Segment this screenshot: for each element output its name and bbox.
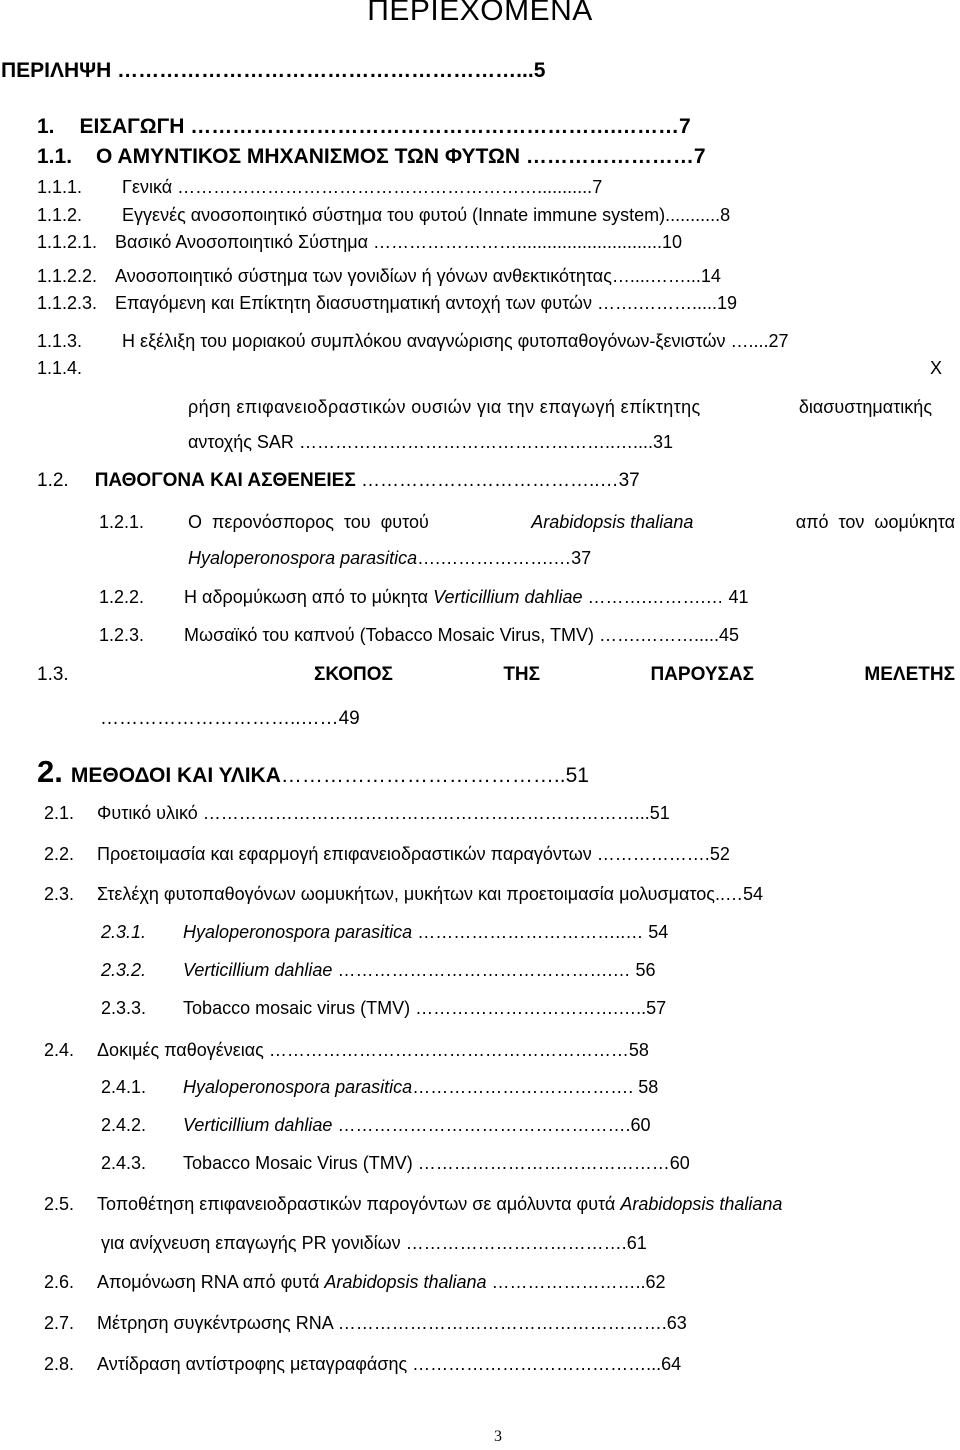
toc-page: 7: [592, 177, 603, 197]
toc-dots: …………………………..……: [100, 708, 339, 729]
toc-num: 2.4.: [44, 1040, 75, 1060]
toc-page: 41: [728, 587, 749, 607]
toc-page: 60: [630, 1115, 651, 1135]
toc-dots: ……………………………………………..…....: [293, 432, 653, 452]
toc-label: Μωσαϊκό του καπνού (Tobacco Mosaic Virus, TMV): [184, 625, 594, 645]
toc-species: Hyaloperonospora parasitica: [188, 548, 418, 568]
toc-entry-1-3-line1[interactable]: [314, 664, 955, 686]
toc-page: 51: [649, 803, 670, 823]
toc-label: ρήση επιφανειοδραστικών ουσιών για την επαγωγή επίκτητης: [188, 397, 701, 417]
toc-num: 2.6.: [44, 1272, 75, 1292]
toc-page: 56: [635, 960, 656, 980]
toc-dots: ……………………………………………………...........: [172, 177, 593, 197]
toc-num: 1.1.: [37, 145, 73, 168]
toc-entry-2-5-line2[interactable]: [101, 1233, 647, 1254]
toc-num: 2.2.: [44, 844, 75, 864]
toc-label: Ανοσοποιητικό σύστημα των γονιδίων ή γόνων ανθεκτικότητας: [115, 266, 612, 286]
toc-label: Επαγόμενη και Επίκτητη διασυστηματική αντοχή των φυτών: [115, 293, 592, 313]
toc-page: 7: [679, 115, 691, 138]
toc-num: 1.1.3.: [37, 331, 83, 351]
toc-entry-1-1-4-line2[interactable]: [188, 432, 673, 453]
toc-entry-perilipsi[interactable]: [1, 59, 545, 83]
toc-entry-1-2-2[interactable]: [99, 587, 749, 608]
toc-dots: ……………………………….: [400, 1233, 627, 1253]
toc-entry-2-7[interactable]: [44, 1313, 687, 1334]
toc-page: 61: [626, 1233, 647, 1253]
toc-num: 1.1.2.: [37, 205, 83, 225]
toc-page: 64: [661, 1354, 682, 1374]
toc-label: Ο ΑΜΥΝΤΙΚΟΣ ΜΗΧΑΝΙΣΜΟΣ ΤΩΝ ΦΥΤΩΝ: [96, 145, 520, 168]
toc-species: Arabidopsis thaliana: [324, 1272, 487, 1292]
toc-entry-2-3[interactable]: [44, 884, 763, 905]
toc-num: 1.1.2.3.: [37, 293, 98, 313]
toc-entry-2-4[interactable]: [44, 1040, 649, 1061]
toc-dots: …….……….....: [593, 625, 719, 645]
toc-entry-1-1-4-line1[interactable]: [188, 397, 932, 418]
toc-species: Verticillium dahliae: [183, 1115, 333, 1135]
toc-page: 57: [646, 998, 667, 1018]
toc-dots: ……………………………………: [412, 1153, 670, 1173]
toc-entry-1-1-3[interactable]: [37, 331, 789, 352]
toc-entry-1-1-2[interactable]: [37, 205, 730, 226]
toc-dots: …………………………………………………….………: [184, 115, 680, 138]
toc-label: Γενικά: [122, 177, 173, 197]
toc-word: ΜΕΛΕΤΗΣ: [864, 664, 955, 685]
toc-label: Δοκιμές παθογένειας: [97, 1040, 264, 1060]
toc-num-1-2-1: 1.2.1.: [99, 512, 145, 532]
toc-dots: ..…: [714, 884, 743, 904]
toc-page: 5: [533, 59, 546, 82]
toc-label: Μέτρηση συγκέντρωσης RNA: [97, 1313, 333, 1333]
toc-page: 54: [742, 884, 764, 904]
page-title: ΠΕΡΙΕΧΟΜΕΝΑ: [367, 0, 593, 27]
toc-dots: …....……...: [611, 266, 701, 286]
toc-word: ΣΚΟΠΟΣ: [314, 664, 393, 685]
toc-num: 2.3.3.: [101, 998, 147, 1018]
toc-entry-2[interactable]: [37, 754, 589, 790]
toc-species: Hyaloperonospora parasitica: [183, 1077, 413, 1097]
toc-page: 60: [669, 1153, 690, 1173]
toc-word: ΠΑΡΟΥΣΑΣ: [650, 664, 755, 685]
toc-label: Η αδρομύκωση από το μύκητα: [184, 587, 429, 607]
toc-page: 31: [652, 432, 673, 452]
toc-entry-1-1-2-2[interactable]: [37, 266, 721, 287]
toc-label: για ανίχνευση επαγωγής PR γονιδίων: [101, 1233, 401, 1253]
toc-dots: ……………………………….: [412, 1077, 639, 1097]
toc-species: Arabidopsis thaliana: [620, 1194, 783, 1214]
toc-num: 1.1.2.2.: [37, 266, 98, 286]
toc-num: 1.1.1.: [37, 177, 83, 197]
toc-label-end: διασυστηματικής: [798, 397, 932, 417]
toc-dots: ………………………………………………………………...: [197, 803, 650, 823]
toc-entry-2-6[interactable]: [44, 1272, 666, 1293]
toc-num: 2.4.2.: [101, 1115, 147, 1135]
toc-entry-2-3-3[interactable]: [101, 998, 666, 1019]
toc-entry-2-1[interactable]: [44, 803, 670, 824]
toc-dots: …………………………….…..: [410, 998, 647, 1018]
toc-num: 2.1.: [44, 803, 75, 823]
toc-dots: ………………………………………….: [332, 1115, 631, 1135]
toc-label: Ο περονόσπορος του φυτού: [188, 512, 429, 532]
toc-entry-2-8[interactable]: [44, 1354, 681, 1375]
toc-num: 2.8.: [44, 1354, 75, 1374]
toc-page: 54: [648, 922, 669, 942]
toc-num: 2.3.: [44, 884, 75, 904]
toc-word: ΤΗΣ: [503, 664, 541, 685]
toc-page: 7: [693, 145, 706, 168]
toc-page: 19: [717, 293, 738, 313]
toc-num: 1.2.3.: [99, 625, 145, 645]
toc-dots: ………………………………..…: [355, 470, 619, 491]
toc-entry-2-2[interactable]: [44, 844, 730, 865]
page-number: 3: [494, 1428, 502, 1445]
toc-species: Hyaloperonospora parasitica: [183, 922, 413, 942]
toc-dots: ……………………………………………………: [263, 1040, 629, 1060]
toc-label: Tobacco mosaic virus (TMV): [183, 998, 411, 1018]
toc-num: 2.3.2.: [101, 960, 147, 980]
toc-page: 49: [338, 708, 360, 729]
toc-num: 1.2.: [37, 470, 69, 491]
toc-label: αντοχής SAR: [188, 432, 294, 452]
toc-dots: …….……….....: [592, 293, 718, 313]
toc-entry-1[interactable]: [37, 115, 691, 139]
toc-page: 51: [565, 764, 589, 787]
toc-species: Arabidopsis thaliana: [531, 512, 694, 532]
toc-dots: ……………………..: [486, 1272, 646, 1292]
toc-dots: ……………………………………………….: [332, 1313, 667, 1333]
toc-label: Βασικό Ανοσοποιητικό Σύστημα: [115, 232, 368, 252]
toc-page: 45: [719, 625, 740, 645]
toc-dots: …………………….............................: [368, 232, 663, 252]
toc-label-end: από τον ωομύκητα: [795, 512, 955, 532]
toc-page: 52: [709, 844, 730, 864]
toc-species: Verticillium dahliae: [433, 587, 583, 607]
toc-dots: ……………………………..…: [412, 922, 649, 942]
toc-page: 62: [645, 1272, 666, 1292]
toc-entry-1-2[interactable]: [37, 470, 640, 492]
toc-label: ΠΑΘΟΓΟΝΑ ΚΑΙ ΑΣΘΕΝΕΙΕΣ: [94, 470, 356, 491]
toc-page: 37: [618, 470, 640, 491]
toc-dots: …....: [725, 331, 769, 351]
toc-entry-1-1-1[interactable]: [37, 177, 602, 198]
toc-num: 1.2.2.: [99, 587, 145, 607]
toc-dots: …………………………………………………...: [111, 59, 534, 82]
toc-label: Προετοιμασία και εφαρμογή επιφανειοδραστικών παραγόντων: [97, 844, 592, 864]
toc-label: Τοποθέτηση επιφανειοδραστικών παρογόντων σε αμόλυντα φυτά: [97, 1194, 616, 1214]
toc-dots: ……………….: [591, 844, 710, 864]
toc-dots: ……………………………………….…: [332, 960, 636, 980]
toc-entry-1-2-3[interactable]: [99, 625, 739, 646]
toc-entry-1-2-1-line1[interactable]: [188, 512, 955, 533]
toc-dots: …………………………………...: [407, 1354, 662, 1374]
toc-label: ΕΙΣΑΓΩΓΗ: [79, 115, 185, 138]
toc-page: 58: [638, 1077, 659, 1097]
toc-num: 2.: [37, 754, 63, 789]
toc-dots: ……….……….…: [582, 587, 729, 607]
toc-page: 27: [768, 331, 789, 351]
toc-entry-2-5-line1[interactable]: [44, 1194, 782, 1215]
toc-entry-2-4-3[interactable]: [101, 1153, 690, 1174]
toc-entry-1-1-2-1[interactable]: [37, 232, 682, 253]
toc-num: 2.4.3.: [101, 1153, 147, 1173]
toc-1-1-4-first-letter: Χ: [930, 358, 943, 378]
toc-num: 2.5.: [44, 1194, 75, 1214]
toc-num: 2.7.: [44, 1313, 75, 1333]
toc-entry-1-2-1-line2[interactable]: [188, 548, 591, 569]
toc-dots: ……………………: [519, 145, 694, 168]
toc-entry-1-1[interactable]: [37, 145, 706, 169]
toc-entry-1-1-2-3[interactable]: [37, 293, 737, 314]
toc-dots: …………………………………..: [280, 764, 566, 787]
toc-dots: ….……………….…: [417, 548, 572, 568]
toc-label: Αντίδραση αντίστροφης μεταγραφάσης: [97, 1354, 408, 1374]
toc-label: Στελέχη φυτοπαθογόνων ωομυκήτων, μυκήτων και προετοιμασία μολυσματος: [97, 884, 715, 904]
toc-num: 1.1.2.1.: [37, 232, 98, 252]
toc-entry-2-4-2[interactable]: [101, 1115, 651, 1136]
toc-page: 63: [666, 1313, 687, 1333]
toc-label: Tobacco Mosaic Virus (TMV): [183, 1153, 413, 1173]
toc-num: 2.3.1.: [101, 922, 147, 942]
toc-label: ΠΕΡΙΛΗΨΗ: [1, 59, 112, 82]
toc-num: 1.: [37, 115, 55, 138]
toc-label: Απομόνωση RNA από φυτά: [97, 1272, 320, 1292]
toc-entry-2-4-1[interactable]: [101, 1077, 658, 1098]
toc-page: 10: [662, 232, 683, 252]
toc-page: 37: [571, 548, 592, 568]
toc-page: 14: [700, 266, 721, 286]
toc-species: Verticillium dahliae: [183, 960, 333, 980]
toc-dots: ...........: [665, 205, 721, 225]
toc-label: ΜΕΘΟΔΟΙ ΚΑΙ ΥΛΙΚΑ: [70, 764, 281, 787]
toc-label: Φυτικό υλικό: [97, 803, 198, 823]
toc-entry-2-3-1[interactable]: [101, 922, 668, 943]
toc-entry-2-3-2[interactable]: [101, 960, 656, 981]
toc-entry-1-3-line2[interactable]: [100, 708, 360, 730]
toc-label: Εγγενές ανοσοποιητικό σύστημα του φυτού (Innate immune system): [122, 205, 666, 225]
toc-page: 58: [628, 1040, 649, 1060]
toc-num: 2.4.1.: [101, 1077, 147, 1097]
toc-num-1-1-4: 1.1.4.: [37, 358, 83, 378]
toc-page: 8: [720, 205, 731, 225]
toc-label: Η εξέλιξη του μοριακού συμπλόκου αναγνώρισης φυτοπαθογόνων-ξενιστών: [122, 331, 726, 351]
toc-num-1-3: 1.3.: [37, 664, 69, 685]
